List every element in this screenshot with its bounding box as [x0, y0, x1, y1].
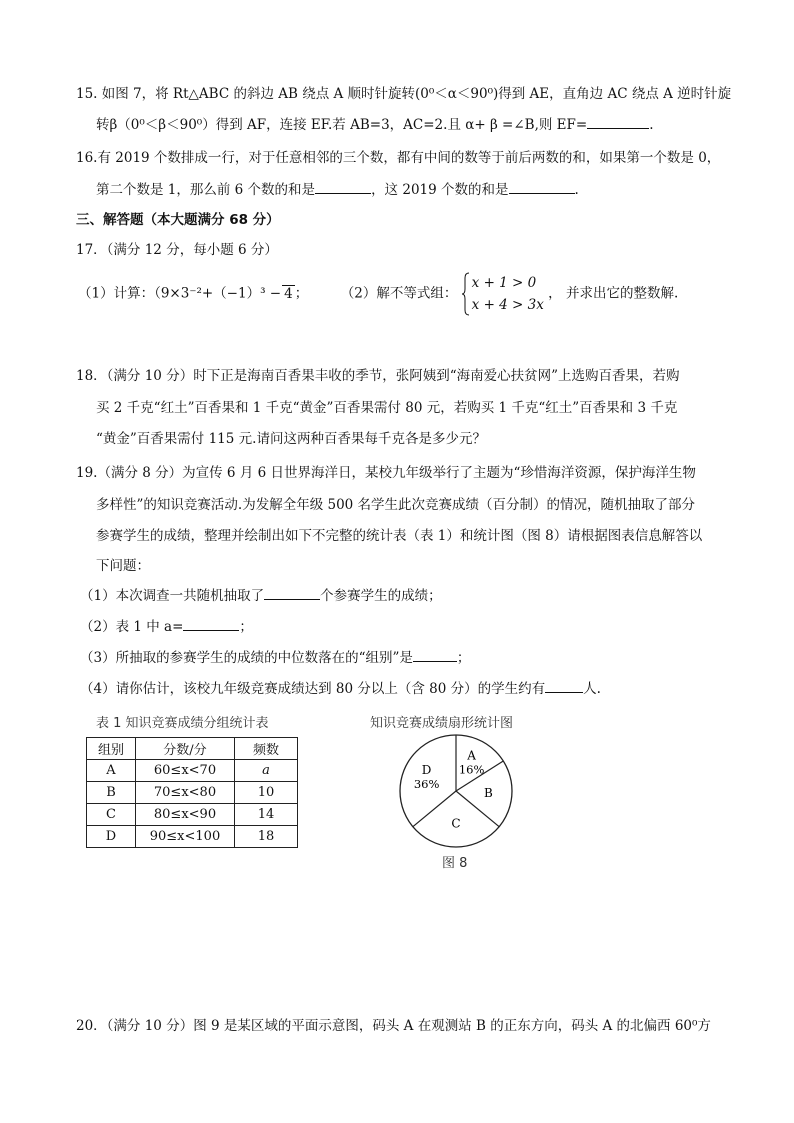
- q19-sub3: [80, 646, 470, 666]
- q17-parts: [78, 272, 678, 316]
- q19-sub1-text: （1）本次调查一共随机抽取了: [80, 588, 265, 604]
- q17-part1-end: ；: [294, 285, 309, 302]
- cell-frequency: a: [235, 760, 298, 782]
- cell-score: 70≤x<80: [136, 782, 235, 804]
- q16-blank1[interactable]: [315, 180, 371, 194]
- q15-line1: 15. 如图 7，将 Rt△ABC 的斜边 AB 绕点 A 顺时针旋转(0⁰＜α＜90⁰)得到 AE，直角边 AC 绕点 A 逆时针旋: [76, 86, 732, 102]
- cell-score: 90≤x<100: [136, 826, 235, 848]
- pie-label-A: A: [467, 748, 476, 763]
- q16-blank2[interactable]: [509, 180, 575, 194]
- cell-group: B: [87, 782, 136, 804]
- table1: [86, 737, 298, 848]
- pie-percent-A: 16%: [458, 762, 485, 777]
- q17-part2-text: （2）解不等式组：: [340, 285, 458, 302]
- sqrt-symbol: [282, 285, 295, 302]
- header-group: 组别: [87, 738, 136, 760]
- q16-line1: 16.有 2019 个数排成一行，对于任意相邻的三个数，都有中间的数等于前后两数的和，如果第一个数是 0，: [76, 150, 721, 166]
- pie-label-D: D: [421, 763, 432, 778]
- q16-line2: [96, 178, 579, 198]
- q19-sub1-end: 个参赛学生的成绩；: [320, 588, 442, 604]
- table-row: [87, 826, 298, 848]
- q17-header: 17．（满分 12 分，每小题 6 分）: [76, 242, 278, 258]
- q19-sub1: [80, 584, 442, 604]
- q19-sub2: [80, 615, 253, 635]
- table-row: [87, 782, 298, 804]
- q19-sub3-text: （3）所抽取的参赛学生的成绩的中位数落在的“组别”是: [80, 650, 413, 666]
- sqrt-arg: 4: [284, 285, 293, 302]
- q19-line4: 下问题：: [96, 558, 150, 574]
- header-frequency: 频数: [235, 738, 298, 760]
- q16-text-a: 第二个数是 1，那么前 6 个数的和是: [96, 182, 316, 198]
- cell-score: 80≤x<90: [136, 804, 235, 826]
- q16-text-b: ，这 2019 个数的和是: [371, 182, 509, 198]
- q19-sub4: [80, 677, 601, 697]
- table-row: [87, 804, 298, 826]
- pie-label-C: C: [451, 816, 461, 831]
- cell-group: D: [87, 826, 136, 848]
- pie-chart: [388, 732, 538, 852]
- q18-line2: 买 2 千克“红土”百香果和 1 千克“黄金”百香果需付 80 元，若购买 1 千克“红土”百香果和 3 千克: [96, 400, 678, 416]
- q17-part2-end: ， 并求出它的整数解.: [548, 285, 679, 302]
- table-row: [87, 760, 298, 782]
- q15-line2-text: 转β（0⁰＜β＜90⁰）得到 AF，连接 EF.若 AB=3，AC=2.且 α+ β =∠B,则 EF=: [96, 117, 588, 133]
- q16-text-c: .: [574, 182, 579, 198]
- q19-blank3[interactable]: [413, 648, 457, 662]
- inequality-system: [462, 272, 544, 316]
- figure-label: 图 8: [442, 856, 468, 871]
- q19-sub2-end: ；: [239, 619, 253, 635]
- pie-percent-D: 36%: [413, 777, 440, 792]
- inequality-1: x + 1 > 0: [471, 275, 537, 291]
- q19-line3: 参赛学生的成绩，整理并绘制出如下不完整的统计表（表 1）和统计图（图 8）请根据图表信息解答以: [96, 528, 703, 544]
- section3-heading: 三、解答题（本大题满分 68 分）: [76, 212, 280, 228]
- cell-frequency: 18: [235, 826, 298, 848]
- inequality-2: x + 4 > 3x: [471, 297, 544, 313]
- q15-answer-blank[interactable]: [587, 115, 649, 129]
- q19-sub3-end: ；: [456, 650, 471, 666]
- q19-blank4[interactable]: [545, 679, 583, 693]
- q19-line1: 19.（满分 8 分）为宣传 6 月 6 日世界海洋日，某校九年级举行了主题为“珍惜海洋资源，保护海洋生物: [76, 465, 696, 481]
- cell-group: A: [87, 760, 136, 782]
- table1-caption: 表 1 知识竞赛成绩分组统计表: [96, 716, 269, 731]
- q18-line1: 18．（满分 10 分）时下正是海南百香果丰收的季节，张阿姨到“海南爱心扶贫网”上选购百香果，若购: [76, 368, 680, 384]
- cell-group: C: [87, 804, 136, 826]
- q19-line2: 多样性”的知识竞赛活动.为发解全年级 500 名学生此次竞赛成绩（百分制）的情况，随机抽取了部分: [96, 497, 696, 513]
- q19-sub2-text: （2）表 1 中 a=: [80, 619, 184, 635]
- q19-sub4-text: （4）请你估计，该校九年级竞赛成绩达到 80 分以上（含 80 分）的学生约有: [80, 681, 546, 697]
- left-brace-icon: [462, 272, 470, 316]
- pie-label-B: B: [484, 786, 493, 801]
- q20-line1: 20．（满分 10 分）图 9 是某区域的平面示意图，码头 A 在观测站 B 的正东方向，码头 A 的北偏西 60⁰方: [76, 1018, 711, 1034]
- header-score: 分数/分: [136, 738, 235, 760]
- table-header-row: [87, 738, 298, 760]
- cell-frequency: 14: [235, 804, 298, 826]
- q18-line3: “黄金”百香果需付 115 元.请问这两种百香果每千克各是多少元？: [96, 431, 486, 447]
- q15-end: .: [649, 117, 654, 133]
- cell-frequency: 10: [235, 782, 298, 804]
- q19-blank1[interactable]: [264, 586, 320, 600]
- q19-blank2[interactable]: [183, 617, 239, 631]
- cell-score: 60≤x<70: [136, 760, 235, 782]
- q15-line2: [96, 113, 654, 133]
- q19-sub4-end: 人.: [583, 681, 601, 697]
- chart-title: 知识竞赛成绩扇形统计图: [370, 716, 514, 731]
- q17-part1-text: （1）计算：（9×3⁻²+（−1）³ −: [78, 285, 282, 302]
